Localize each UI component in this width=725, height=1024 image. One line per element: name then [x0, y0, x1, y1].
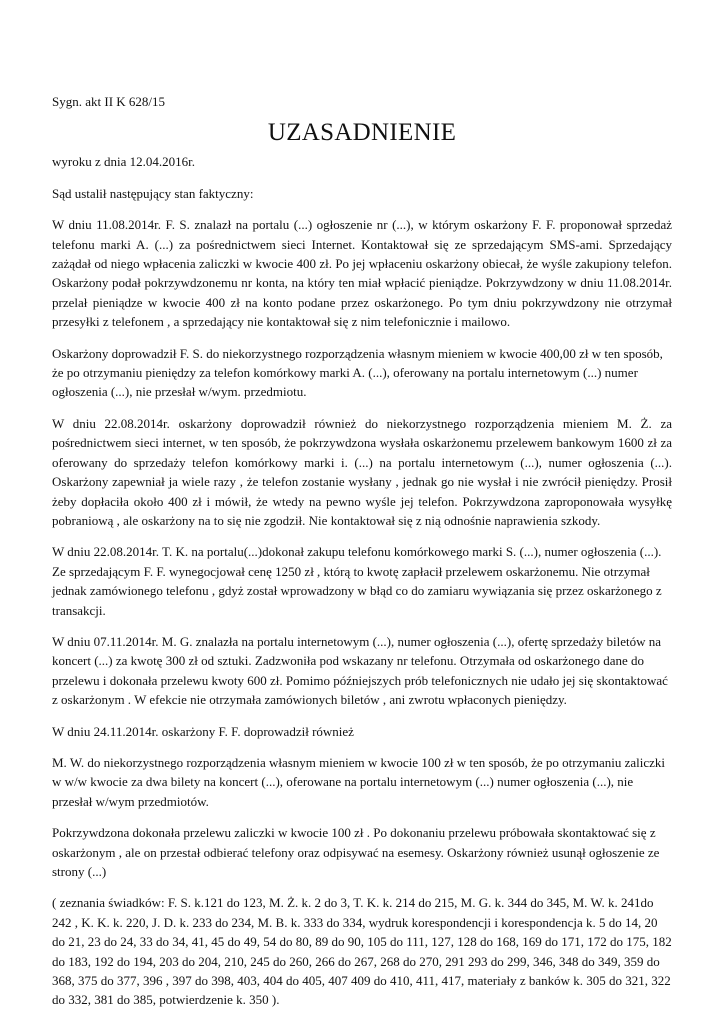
paragraph-2: Oskarżony doprowadził F. S. do niekorzystnego rozporządzenia własnym mieniem w kwocie 400,00 zł w ten sposób, że po otrzymaniu pieniędzy za telefon komórkowy marki A. (...), oferowany na portalu internetowym (...) numer ogłoszenia (...), nie przesłał w/wym. przedmiotu.	[52, 345, 663, 400]
paragraph-6: W dniu 24.11.2014r. oskarżony F. F. doprowadził również	[52, 723, 354, 739]
paragraph-5: W dniu 07.11.2014r. M. G. znalazła na portalu internetowym (...), numer ogłoszenia (...), ofertę sprzedaży biletów na koncert (...) za kwotę 300 zł od sztuki. Zadzwoniła pod wskazany nr telefonu. Otrzymała od oskarżonego dane do przelewu i dokonała przelewu kwoty 600 zł. Pomimo późniejszych prób telefonicznych nie udało jej się skontaktować z oskarżonym . W efekcie nie otrzymała zamówionych biletów , ani zwrotu wpłaconych pieniędzy.	[52, 633, 668, 708]
paragraph-evidence: ( zeznania świadków: F. S. k.121 do 123, M. Ż. k. 2 do 3, T. K. k. 214 do 215, M. G. k. 344 do 345, M. W. k. 241do 242 , K. K. k. 220, J. D. k. 233 do 234, M. B. k. 333 do 334, wydruk korespondencji i korespondencja k. 5 do 14, 20 do 21, 23 do 24, 33 do 34, 41, 45 do 49, 54 do 80, 89 do 90, 105 do 111, 127, 128 do 168, 169 do 171, 172 do 175, 182 do 183, 192 do 194, 203 do 204, 210, 245 do 260, 266 do 267, 268 do 270, 291 293 do 299, 346, 348 do 349, 359 do 368, 375 do 377, 396 , 397 do 398, 403, 404 do 405, 407 409 do 410, 411, 417, materiały z banków k. 305 do 321, 322 do 332, 381 do 385, potwierdzenie k. 350 ).	[52, 895, 672, 1008]
case-signature: Sygn. akt II K 628/15	[52, 94, 166, 109]
paragraph-facts-intro: Sąd ustalił następujący stan faktyczny:	[52, 185, 254, 201]
paragraph-3: W dniu 22.08.2014r. oskarżony doprowadził również do niekorzystnego rozporządzenia mieniem M. Ż. za pośrednictwem sieci internet, w ten sposób, że pokrzywdzona wysłała oskarżonemu przelewem bankowym 1600 zł za oferowany do sprzedaży telefon komórkowy marki i. (...) na portalu internetowym (...), numer ogłoszenia (...). Oskarżony zapewniał ja wiele razy , że telefon zostanie wysłany , jednak go nie wysłał i nie zwrócił pieniędzy. Prosił żeby dopłaciła około 400 zł i mówił, że wtedy na pewno wyśle jej telefon. Pokrzywdzona zaproponowała wysyłkę pobraniową , ale oskarżony na to się nie zgodził. Nie kontaktował się z nią odnośnie naprawienia szkody.	[52, 415, 672, 528]
paragraph-1: W dniu 11.08.2014r. F. S. znalazł na portalu (...) ogłoszenie nr (...), w którym oskarżony F. F. proponował sprzedaż telefonu marki A. (...) za pośrednictwem sieci Internet. Kontaktował się ze sprzedającym SMS-ami. Sprzedający zażądał od niego wpłacenia zaliczki w kwocie 400 zł. Po jej wpłaceniu oskarżony obiecał, że wyśle zakupiony telefon. Oskarżony podał pokrzywdzonemu nr konta, na który ten miał wpłacić pieniądze. Pokrzywdzony w dniu 11.08.2014r. przelał pieniądze w kwocie 400 zł na konto podane przez oskarżonego. Po tym dniu pokrzywdzony nie otrzymał przesyłki z telefonem , a sprzedający nie kontaktował się z nim telefonicznie i mailowo.	[52, 217, 672, 330]
paragraph-4: W dniu 22.08.2014r. T. K. na portalu(...)dokonał zakupu telefonu komórkowego marki S. (...), numer ogłoszenia (...). Ze sprzedającym F. F. wynegocjował cenę 1250 zł , którą to kwotę zapłacił przelewem oskarżonemu. Nie otrzymał jednak zamówionego telefonu , gdyż został wprowadzony w błąd co do zamiaru wywiązania się przez oskarżonego z transakcji.	[52, 544, 662, 618]
document-subtitle: wyroku z dnia 12.04.2016r.	[52, 154, 195, 170]
document-title: UZASADNIENIE	[267, 119, 457, 147]
document-page	[52, 92, 672, 1022]
paragraph-8: Pokrzywdzona dokonała przelewu zaliczki w kwocie 100 zł . Po dokonaniu przelewu próbowała skontaktować się z oskarżonym , ale on przestał odbierać telefony oraz odpisywać na esemesy. Oskarżony również usunął ogłoszenie ze strony (...)	[52, 825, 660, 879]
paragraph-7: M. W. do niekorzystnego rozporządzenia własnym mieniem w kwocie 100 zł w ten sposób, że po otrzymaniu zaliczki w w/w kwocie za dwa bilety na koncert (...), oferowane na portalu internetowym (...) numer ogłoszenia (...), nie przesłał w/wym przedmiotów.	[52, 754, 665, 809]
